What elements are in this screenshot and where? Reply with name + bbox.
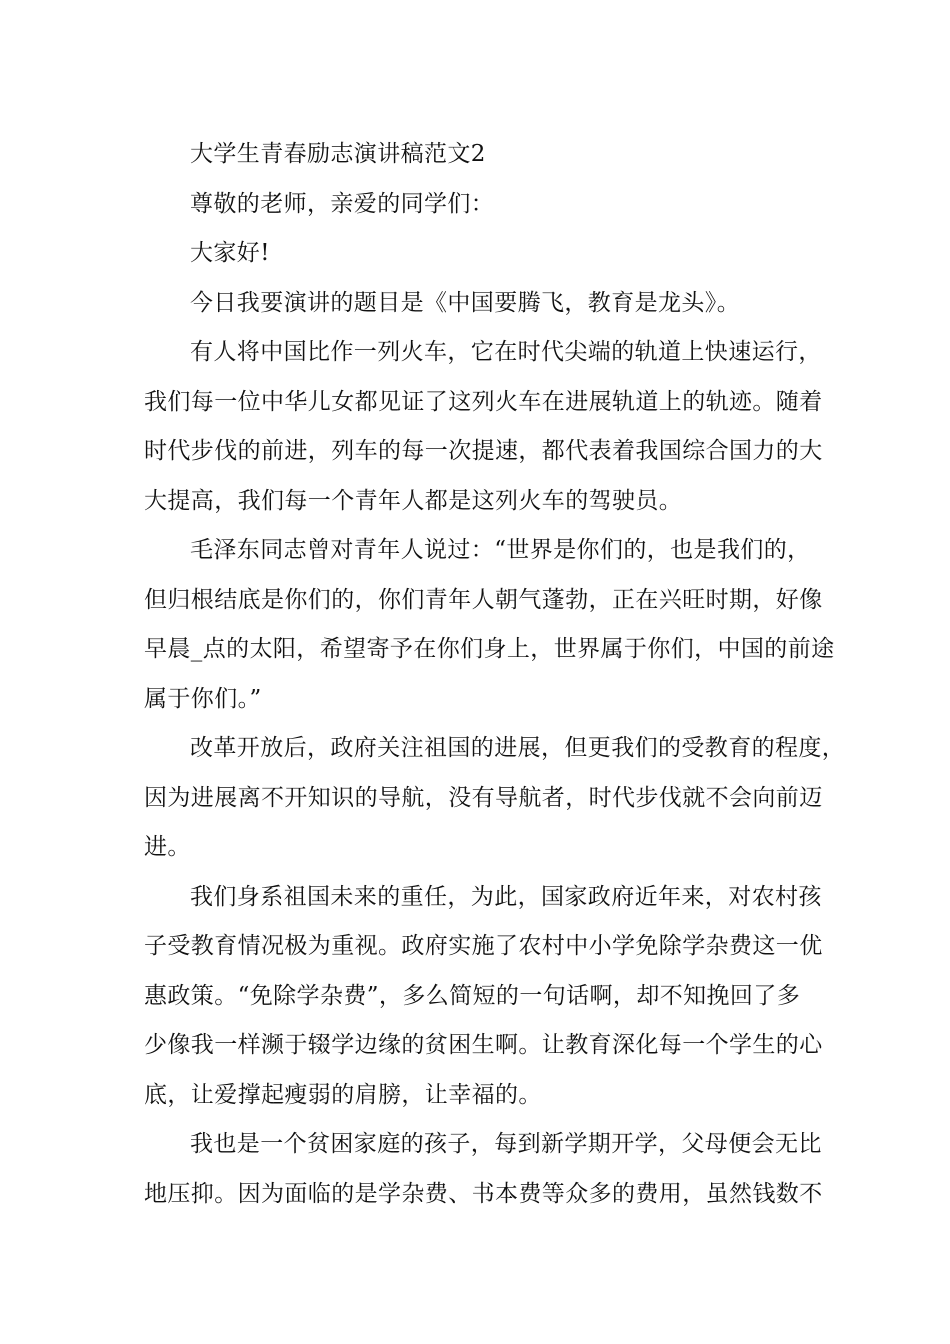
document-body [144,130,846,1219]
document-title: 大学生青春励志演讲稿范文2 [190,141,486,167]
paragraph-line: 我们每一位中华儿女都见证了这列火车在进展轨道上的轨迹。随着 [144,388,823,415]
hello-line: 大家好! [190,240,270,266]
paragraph-3 [144,724,846,873]
paragraph-line: 子受教育情况极为重视。政府实施了农村中小学免除学杂费这一优 [144,933,823,959]
paragraph-line: 有人将中国比作一列火车，它在时代尖端的轨道上快速运行， [190,339,822,365]
paragraph-line: 早晨_点的太阳，希望寄予在你们身上，世界属于你们，中国的前途 [144,636,835,662]
paragraph-line: 我也是一个贫困家庭的孩子，每到新学期开学，父母便会无比 [190,1131,822,1157]
paragraph-line: 进。 [144,834,191,860]
topic-line: 今日我要演讲的题目是《中国要腾飞，教育是龙头》。 [190,289,741,316]
paragraph-line: 地压抑。因为面临的是学杂费、书本费等众多的费用，虽然钱数不 [144,1180,823,1207]
paragraph-line: 属于你们。” [144,685,262,712]
paragraph-line: 大提高，我们每一个青年人都是这列火车的驾驶员。 [144,487,683,514]
paragraph-line: 少像我一样濒于辍学边缘的贫困生啊。让教育深化每一个学生的心 [144,1032,823,1058]
paragraph-2 [144,526,835,724]
paragraph-1 [144,328,823,526]
paragraph-line: 惠政策。“免除学杂费”，多么简短的一句话啊，却不知挽回了多 [144,982,801,1009]
paragraph-line: 我们身系祖国未来的重任，为此，国家政府近年来，对农村孩 [190,883,822,910]
paragraph-line: 因为进展离不开知识的导航，没有导航者，时代步伐就不会向前迈 [144,784,823,811]
greeting-line: 尊敬的老师，亲爱的同学们： [190,190,495,217]
paragraph-line: 改革开放后，政府关注祖国的进展，但更我们的受教育的程度， [190,735,846,761]
paragraph-line: 时代步伐的前进，列车的每一次提速，都代表着我国综合国力的大 [144,438,823,464]
paragraph-line: 底，让爱撑起瘦弱的肩膀，让幸福的。 [144,1081,542,1108]
paragraph-line: 但归根结底是你们的，你们青年人朝气蓬勃，正在兴旺时期，好像 [144,586,823,613]
paragraph-line: 毛泽东同志曾对青年人说过：“世界是你们的，也是我们的， [190,537,811,563]
paragraph-4 [144,873,823,1121]
paragraph-5 [144,1120,823,1219]
